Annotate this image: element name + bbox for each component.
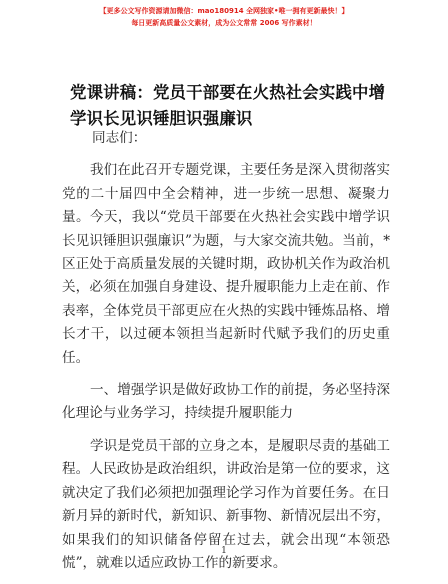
document-title: 党课讲稿：党员干部要在火热社会实践中增学识长见识锤胆识强廉识: [70, 83, 386, 128]
paragraph-intro: 我们在此召开专题党课，主要任务是深入贯彻落实党的二十届四中全会精神，进一步统一思想、凝聚力量。今天，我以“党员干部要在火热社会实践中增学识长见识锤胆识强廉识”为题，与大家交流共勉。当前，*区正处于高质量发展的关键时期，政协机关作为政治机关，必须在加强自身建设、提升履职能力上走在前、作表率，全体党员干部更应在火热的实践中锤炼品格、增长才干，以过硬本领担当起新时代赋予我们的历史重任。: [62, 162, 390, 366]
section-heading-1: 一、增强学识是做好政协工作的前提，务必坚持深化理论与业务学习，持续提升履职能力: [62, 382, 390, 422]
document-body: [62, 127, 390, 584]
salutation: 同志们：: [92, 130, 147, 146]
promo-banner-line-1: 【更多公文写作资源请加微信：mao180914 全网独家•唯一拥有更新最快！】: [99, 7, 349, 15]
promo-banner: [0, 5, 448, 29]
promo-banner-line-2: 每日更新高质量公文素材，成为公文常常 2006 写作素材！: [131, 19, 317, 27]
page-number: 1: [221, 546, 227, 556]
paragraph-section-1: 学识是党员干部的立身之本，是履职尽责的基础工程。人民政协是政治组织，讲政治是第一位的要求，这就决定了我们必须把加强理论学习作为首要任务。在日新月异的新时代，新知识、新事物、新情况层出不穷，如果我们的知识储备停留在过去，就会出现“本领恐慌”，就难以适应政协工作的新要求。: [62, 437, 390, 571]
